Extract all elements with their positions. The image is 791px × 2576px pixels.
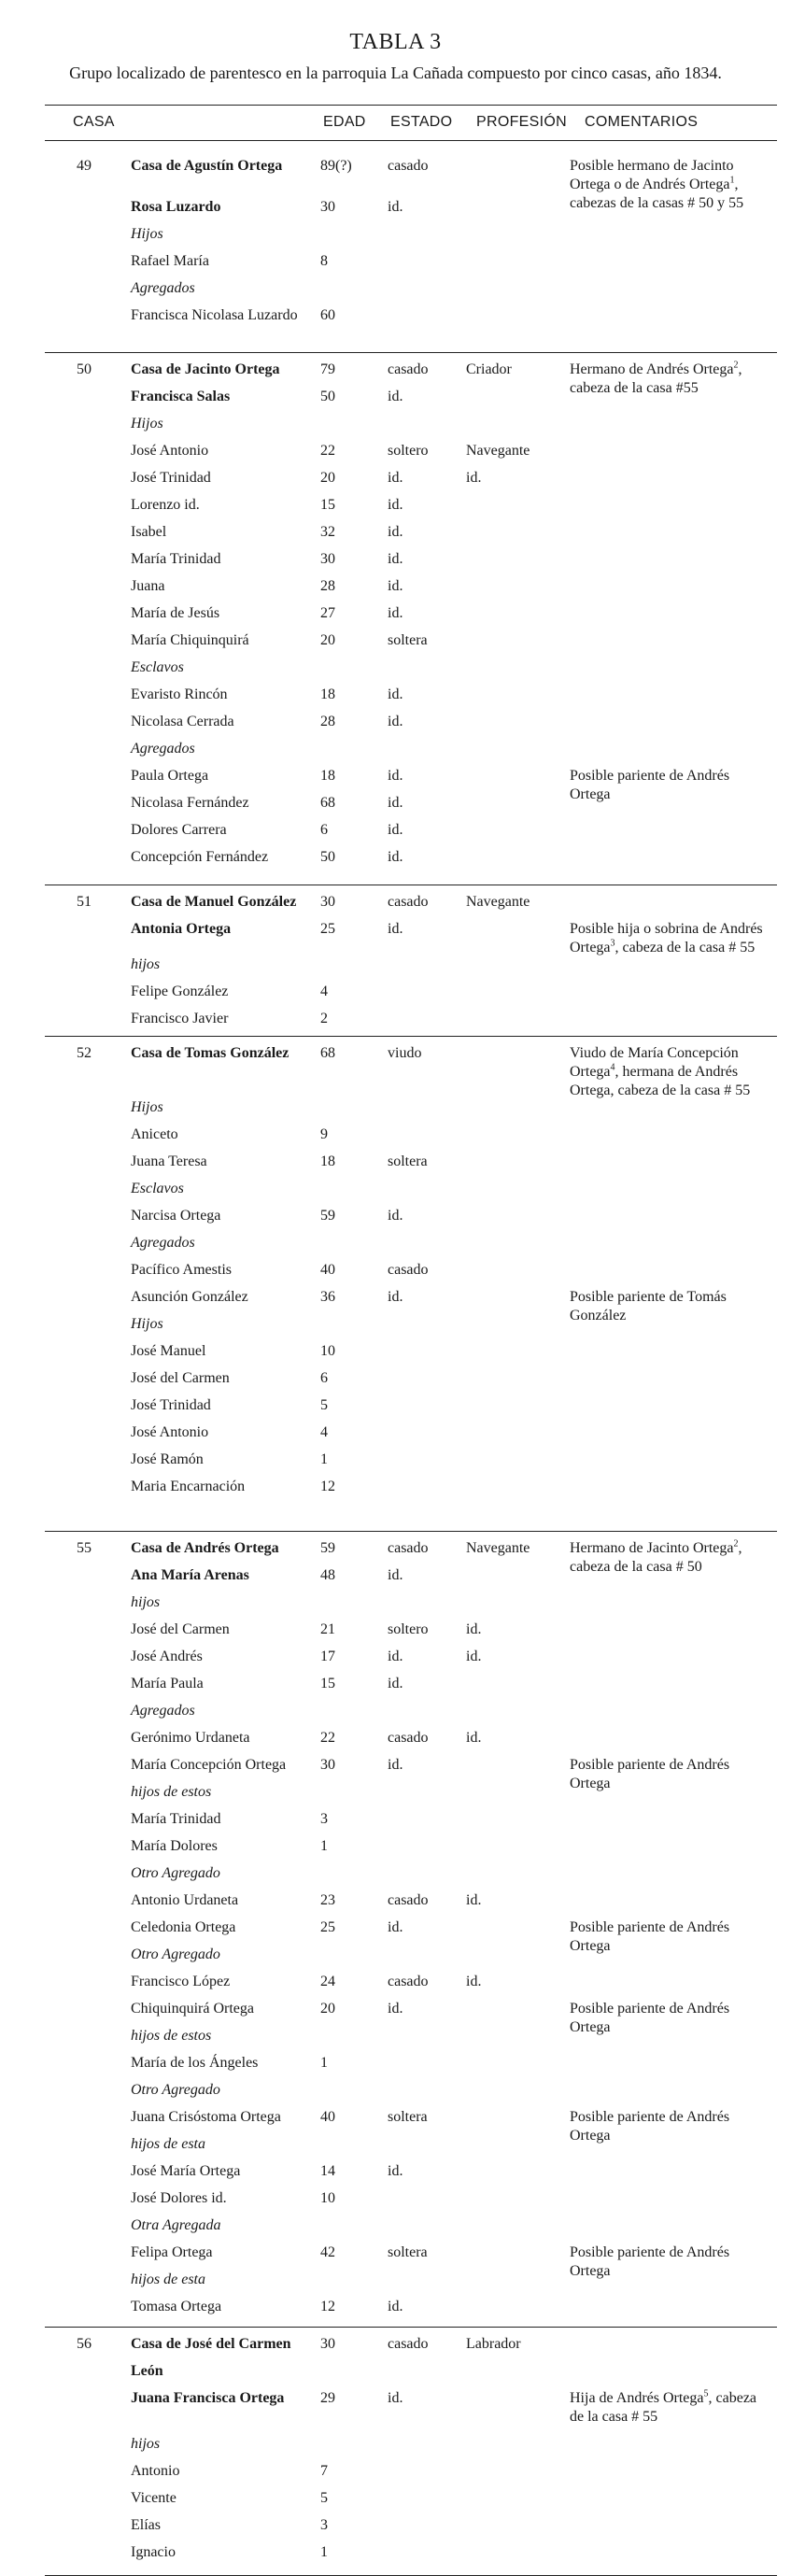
person-name: Nicolasa Fernández [131, 795, 249, 811]
age-cell: 50 [320, 849, 335, 865]
profession-cell: id. [466, 470, 482, 486]
person-name: José María Ortega [131, 2163, 241, 2179]
status-cell: casado [388, 1540, 429, 1556]
status-cell: id. [388, 849, 403, 865]
person-name: Juana [131, 578, 165, 594]
comment-cell [570, 2108, 773, 2145]
age-cell: 59 [320, 1208, 335, 1224]
status-cell: id. [388, 795, 403, 811]
header-estado: ESTADO [390, 114, 453, 130]
person-name: Francisca Nicolasa Luzardo [131, 306, 298, 323]
age-cell: 68 [320, 1045, 335, 1061]
age-cell: 12 [320, 1479, 335, 1494]
subgroup-label: Otro Agregado [131, 1865, 220, 1881]
house-number: 55 [77, 1540, 92, 1556]
comment-text: Posible pariente de Andrés Ortega [570, 2109, 730, 2144]
comment-text-continued: , cabezas de la casas # 50 y 55 [570, 177, 744, 211]
status-cell: casado [388, 1892, 429, 1908]
subgroup-label: hijos [131, 1594, 161, 1610]
person-name: José del Carmen [131, 1370, 230, 1386]
group-separator [45, 1531, 777, 1532]
status-cell: id. [388, 198, 403, 215]
age-cell: 9 [320, 1126, 328, 1142]
person-name: José del Carmen [131, 1621, 230, 1637]
age-cell: 10 [320, 1343, 335, 1359]
status-cell: casado [388, 2336, 429, 2352]
status-cell: casado [388, 1262, 429, 1278]
subgroup-label: Agregados [131, 1703, 195, 1719]
footnote-marker: 3 [610, 938, 615, 949]
household-head-name: Antonia Ortega [131, 921, 232, 937]
age-cell: 27 [320, 605, 335, 621]
person-name: Juana Teresa [131, 1154, 207, 1169]
comment-text: Posible pariente de Andrés Ortega [570, 1919, 730, 1954]
subgroup-label: Hijos [131, 1099, 163, 1115]
status-cell: id. [388, 1567, 403, 1583]
comment-cell [570, 361, 773, 398]
subgroup-label: Agregados [131, 279, 195, 296]
age-cell: 14 [320, 2163, 335, 2179]
person-name: María Paula [131, 1676, 204, 1691]
age-cell: 20 [320, 470, 335, 486]
comment-cell [570, 1539, 773, 1577]
person-name: Chiquinquirá Ortega [131, 2001, 254, 2017]
comment-text: Posible hija o sobrina de Andrés Ortega [570, 921, 763, 955]
status-cell: id. [388, 470, 403, 486]
age-cell: 30 [320, 551, 335, 567]
profession-cell: id. [466, 1730, 482, 1746]
comment-text: Posible pariente de Andrés Ortega [570, 1757, 730, 1791]
household-head-name: Casa de José del Carmen [131, 2336, 291, 2352]
household-head-name: Casa de Andrés Ortega [131, 1540, 279, 1556]
age-cell: 8 [320, 252, 328, 269]
age-cell: 21 [320, 1621, 335, 1637]
person-name: Celedonia Ortega [131, 1919, 236, 1935]
comment-cell [570, 1288, 773, 1325]
age-cell: 1 [320, 1838, 328, 1854]
person-name: Elías [131, 2517, 161, 2534]
comment-text: Posible hermano de Jacinto Ortega o de Andrés Ortega [570, 158, 734, 192]
subgroup-label: hijos [131, 955, 161, 972]
age-cell: 89(?) [320, 158, 352, 174]
status-cell: id. [388, 686, 403, 702]
age-cell: 1 [320, 1451, 328, 1467]
household-head-name: Casa de Jacinto Ortega [131, 361, 280, 377]
comment-text: Posible pariente de Andrés Ortega [570, 768, 730, 802]
age-cell: 60 [320, 306, 335, 323]
age-cell: 42 [320, 2244, 335, 2260]
status-cell: id. [388, 605, 403, 621]
comment-cell [570, 1044, 773, 1100]
household-head-name: Casa de Manuel González [131, 894, 297, 910]
profession-cell: Navegante [466, 443, 530, 459]
profession-cell: id. [466, 1649, 482, 1664]
person-name: José Trinidad [131, 470, 211, 486]
age-cell: 30 [320, 2336, 335, 2352]
footnote-marker: 2 [733, 1538, 739, 1550]
footnote-marker: 5 [703, 2388, 709, 2399]
age-cell: 20 [320, 632, 335, 648]
top-rule [45, 105, 777, 106]
person-name: José Antonio [131, 443, 209, 459]
person-name: Lorenzo id. [131, 497, 200, 513]
age-cell: 12 [320, 2299, 335, 2314]
age-cell: 3 [320, 2517, 328, 2534]
table-title: TABLA 3 [349, 30, 442, 54]
status-cell: soltero [388, 1621, 429, 1637]
footnote-marker: 1 [729, 175, 735, 186]
age-cell: 30 [320, 1757, 335, 1773]
household-head-name: Juana Francisca Ortega [131, 2390, 285, 2406]
status-cell: id. [388, 2299, 403, 2314]
status-cell: casado [388, 361, 429, 377]
person-name: José Ramón [131, 1451, 204, 1467]
age-cell: 29 [320, 2390, 335, 2406]
comment-text-continued: , cabeza de la casa # 50 [570, 1540, 742, 1575]
comment-text-continued: , cabeza de la casa # 55 [570, 2390, 757, 2425]
person-name: Gerónimo Urdaneta [131, 1730, 250, 1746]
profession-cell: Navegante [466, 894, 530, 910]
profession-cell: Criador [466, 361, 512, 377]
age-cell: 22 [320, 443, 335, 459]
profession-cell: Labrador [466, 2336, 521, 2352]
age-cell: 1 [320, 2544, 328, 2561]
age-cell: 2 [320, 1010, 328, 1026]
household-head-name: Casa de Tomas González [131, 1045, 290, 1061]
subgroup-label: hijos [131, 2436, 161, 2453]
status-cell: id. [388, 921, 403, 937]
age-cell: 36 [320, 1289, 335, 1305]
person-name: Rafael María [131, 252, 209, 269]
age-cell: 50 [320, 389, 335, 404]
status-cell: id. [388, 389, 403, 404]
house-number: 56 [77, 2336, 92, 2352]
person-name: Paula Ortega [131, 768, 209, 784]
age-cell: 30 [320, 198, 335, 215]
age-cell: 5 [320, 1397, 328, 1413]
comment-cell [570, 767, 773, 804]
age-cell: 30 [320, 894, 335, 910]
age-cell: 48 [320, 1567, 335, 1583]
age-cell: 15 [320, 497, 335, 513]
household-head-name: Casa de Agustín Ortega [131, 158, 283, 174]
subgroup-label: Hijos [131, 225, 163, 242]
comment-cell [570, 1756, 773, 1793]
status-cell: id. [388, 1649, 403, 1664]
subgroup-label: Otra Agregada [131, 2217, 221, 2233]
group-separator [45, 1036, 777, 1037]
age-cell: 28 [320, 714, 335, 729]
age-cell: 1 [320, 2055, 328, 2071]
comment-text: Posible pariente de Andrés Ortega [570, 2001, 730, 2035]
status-cell: soltera [388, 1154, 428, 1169]
subgroup-label: Esclavos [131, 659, 184, 675]
status-cell: id. [388, 497, 403, 513]
person-name: José Trinidad [131, 1397, 211, 1413]
person-name: José Antonio [131, 1424, 209, 1440]
person-name: Vicente [131, 2490, 177, 2507]
age-cell: 10 [320, 2190, 335, 2206]
age-cell: 18 [320, 768, 335, 784]
household-head-name: León [131, 2363, 163, 2379]
status-cell: viudo [388, 1045, 422, 1061]
status-cell: id. [388, 1208, 403, 1224]
subgroup-label: Hijos [131, 416, 163, 432]
comment-cell [570, 2243, 773, 2281]
age-cell: 3 [320, 1811, 328, 1827]
status-cell: id. [388, 768, 403, 784]
header-profesion: PROFESIÓN [476, 114, 567, 130]
household-head-name: Ana María Arenas [131, 1567, 249, 1583]
comment-text: Hermano de Andrés Ortega [570, 361, 734, 377]
status-cell: soltera [388, 2244, 428, 2260]
house-number: 52 [77, 1045, 92, 1061]
comment-cell [570, 157, 773, 213]
status-cell: casado [388, 1730, 429, 1746]
status-cell: casado [388, 1974, 429, 1989]
comment-text: Posible pariente de Andrés Ortega [570, 2244, 730, 2279]
house-number: 50 [77, 361, 92, 377]
household-head-name: Francisca Salas [131, 389, 231, 404]
age-cell: 15 [320, 1676, 335, 1691]
header-rule [45, 140, 777, 141]
header-comentarios: COMENTARIOS [585, 114, 699, 130]
age-cell: 68 [320, 795, 335, 811]
status-cell: id. [388, 2163, 403, 2179]
profession-cell: id. [466, 1621, 482, 1637]
person-name: Narcisa Ortega [131, 1208, 221, 1224]
person-name: María Trinidad [131, 1811, 221, 1827]
comment-text-continued: , cabeza de la casa # 55 [614, 940, 756, 955]
subgroup-label: Hijos [131, 1316, 163, 1332]
person-name: María Dolores [131, 1838, 218, 1854]
comment-cell [570, 2000, 773, 2037]
subgroup-label: hijos de esta [131, 2136, 205, 2152]
person-name: Felipe González [131, 983, 229, 999]
status-cell: casado [388, 158, 429, 174]
status-cell: soltero [388, 443, 429, 459]
age-cell: 22 [320, 1730, 335, 1746]
status-cell: casado [388, 894, 429, 910]
person-name: Ignacio [131, 2544, 176, 2561]
status-cell: id. [388, 1919, 403, 1935]
profession-cell: Navegante [466, 1540, 530, 1556]
person-name: Antonio Urdaneta [131, 1892, 239, 1908]
age-cell: 18 [320, 1154, 335, 1169]
status-cell: id. [388, 524, 403, 540]
status-cell: id. [388, 2001, 403, 2017]
person-name: Antonio [131, 2463, 180, 2480]
profession-cell: id. [466, 1892, 482, 1908]
age-cell: 20 [320, 2001, 335, 2017]
status-cell: id. [388, 714, 403, 729]
group-separator [45, 352, 777, 353]
comment-text-continued: , cabeza de la casa #55 [570, 361, 742, 396]
age-cell: 23 [320, 1892, 335, 1908]
subgroup-label: Esclavos [131, 1181, 184, 1196]
group-separator [45, 2327, 777, 2328]
footnote-marker: 2 [733, 360, 739, 371]
age-cell: 4 [320, 1424, 328, 1440]
age-cell: 40 [320, 1262, 335, 1278]
person-name: José Dolores id. [131, 2190, 227, 2206]
person-name: Juana Crisóstoma Ortega [131, 2109, 281, 2125]
subgroup-label: hijos de estos [131, 1784, 212, 1800]
house-number: 49 [77, 158, 92, 174]
person-name: José Manuel [131, 1343, 206, 1359]
person-name: Francisco López [131, 1974, 231, 1989]
person-name: Pacífico Amestis [131, 1262, 232, 1278]
age-cell: 59 [320, 1540, 335, 1556]
person-name: Isabel [131, 524, 167, 540]
status-cell: id. [388, 1676, 403, 1691]
age-cell: 6 [320, 1370, 328, 1386]
age-cell: 18 [320, 686, 335, 702]
status-cell: id. [388, 1757, 403, 1773]
person-name: Maria Encarnación [131, 1479, 246, 1494]
subgroup-label: hijos de esta [131, 2272, 205, 2287]
status-cell: id. [388, 578, 403, 594]
subgroup-label: Agregados [131, 741, 195, 757]
person-name: José Andrés [131, 1649, 203, 1664]
subgroup-label: Agregados [131, 1235, 195, 1251]
comment-text: Posible pariente de Tomás González [570, 1289, 727, 1323]
footnote-marker: 4 [610, 1062, 615, 1073]
comment-text: Hermano de Jacinto Ortega [570, 1540, 734, 1556]
age-cell: 4 [320, 983, 328, 999]
comment-cell [570, 2389, 773, 2427]
header-casa: CASA [73, 114, 115, 130]
age-cell: 25 [320, 1919, 335, 1935]
subgroup-label: Otro Agregado [131, 1946, 220, 1962]
age-cell: 6 [320, 822, 328, 838]
person-name: María Chiquinquirá [131, 632, 249, 648]
table-subtitle: Grupo localizado de parentesco en la parroquia La Cañada compuesto por cinco casas, año 1834. [69, 64, 722, 82]
person-name: Asunción González [131, 1289, 248, 1305]
household-head-name: Rosa Luzardo [131, 198, 221, 215]
person-name: Evaristo Rincón [131, 686, 228, 702]
status-cell: id. [388, 2390, 403, 2406]
person-name: Felipa Ortega [131, 2244, 213, 2260]
house-number: 51 [77, 894, 92, 910]
person-name: Tomasa Ortega [131, 2299, 222, 2314]
person-name: Aniceto [131, 1126, 178, 1142]
status-cell: soltera [388, 632, 428, 648]
subgroup-label: hijos de estos [131, 2028, 212, 2044]
person-name: Concepción Fernández [131, 849, 269, 865]
status-cell: id. [388, 822, 403, 838]
person-name: María de Jesús [131, 605, 220, 621]
person-name: María Concepción Ortega [131, 1757, 287, 1773]
age-cell: 25 [320, 921, 335, 937]
status-cell: id. [388, 551, 403, 567]
comment-text: Hija de Andrés Ortega [570, 2390, 704, 2406]
person-name: Nicolasa Cerrada [131, 714, 234, 729]
comment-cell [570, 920, 773, 957]
age-cell: 32 [320, 524, 335, 540]
age-cell: 17 [320, 1649, 335, 1664]
age-cell: 79 [320, 361, 335, 377]
age-cell: 24 [320, 1974, 335, 1989]
status-cell: id. [388, 1289, 403, 1305]
age-cell: 5 [320, 2490, 328, 2507]
person-name: María de los Ángeles [131, 2055, 259, 2071]
profession-cell: id. [466, 1974, 482, 1989]
person-name: María Trinidad [131, 551, 221, 567]
comment-cell [570, 1918, 773, 1956]
comment-text: Viudo de María Concepción Ortega [570, 1045, 739, 1080]
age-cell: 40 [320, 2109, 335, 2125]
status-cell: soltera [388, 2109, 428, 2125]
comment-text-continued: , hermana de Andrés Ortega, cabeza de la casa # 55 [570, 1064, 751, 1098]
age-cell: 28 [320, 578, 335, 594]
header-edad: EDAD [323, 114, 366, 130]
subgroup-label: Otro Agregado [131, 2082, 220, 2098]
person-name: Dolores Carrera [131, 822, 227, 838]
age-cell: 7 [320, 2463, 328, 2480]
person-name: Francisco Javier [131, 1010, 229, 1026]
